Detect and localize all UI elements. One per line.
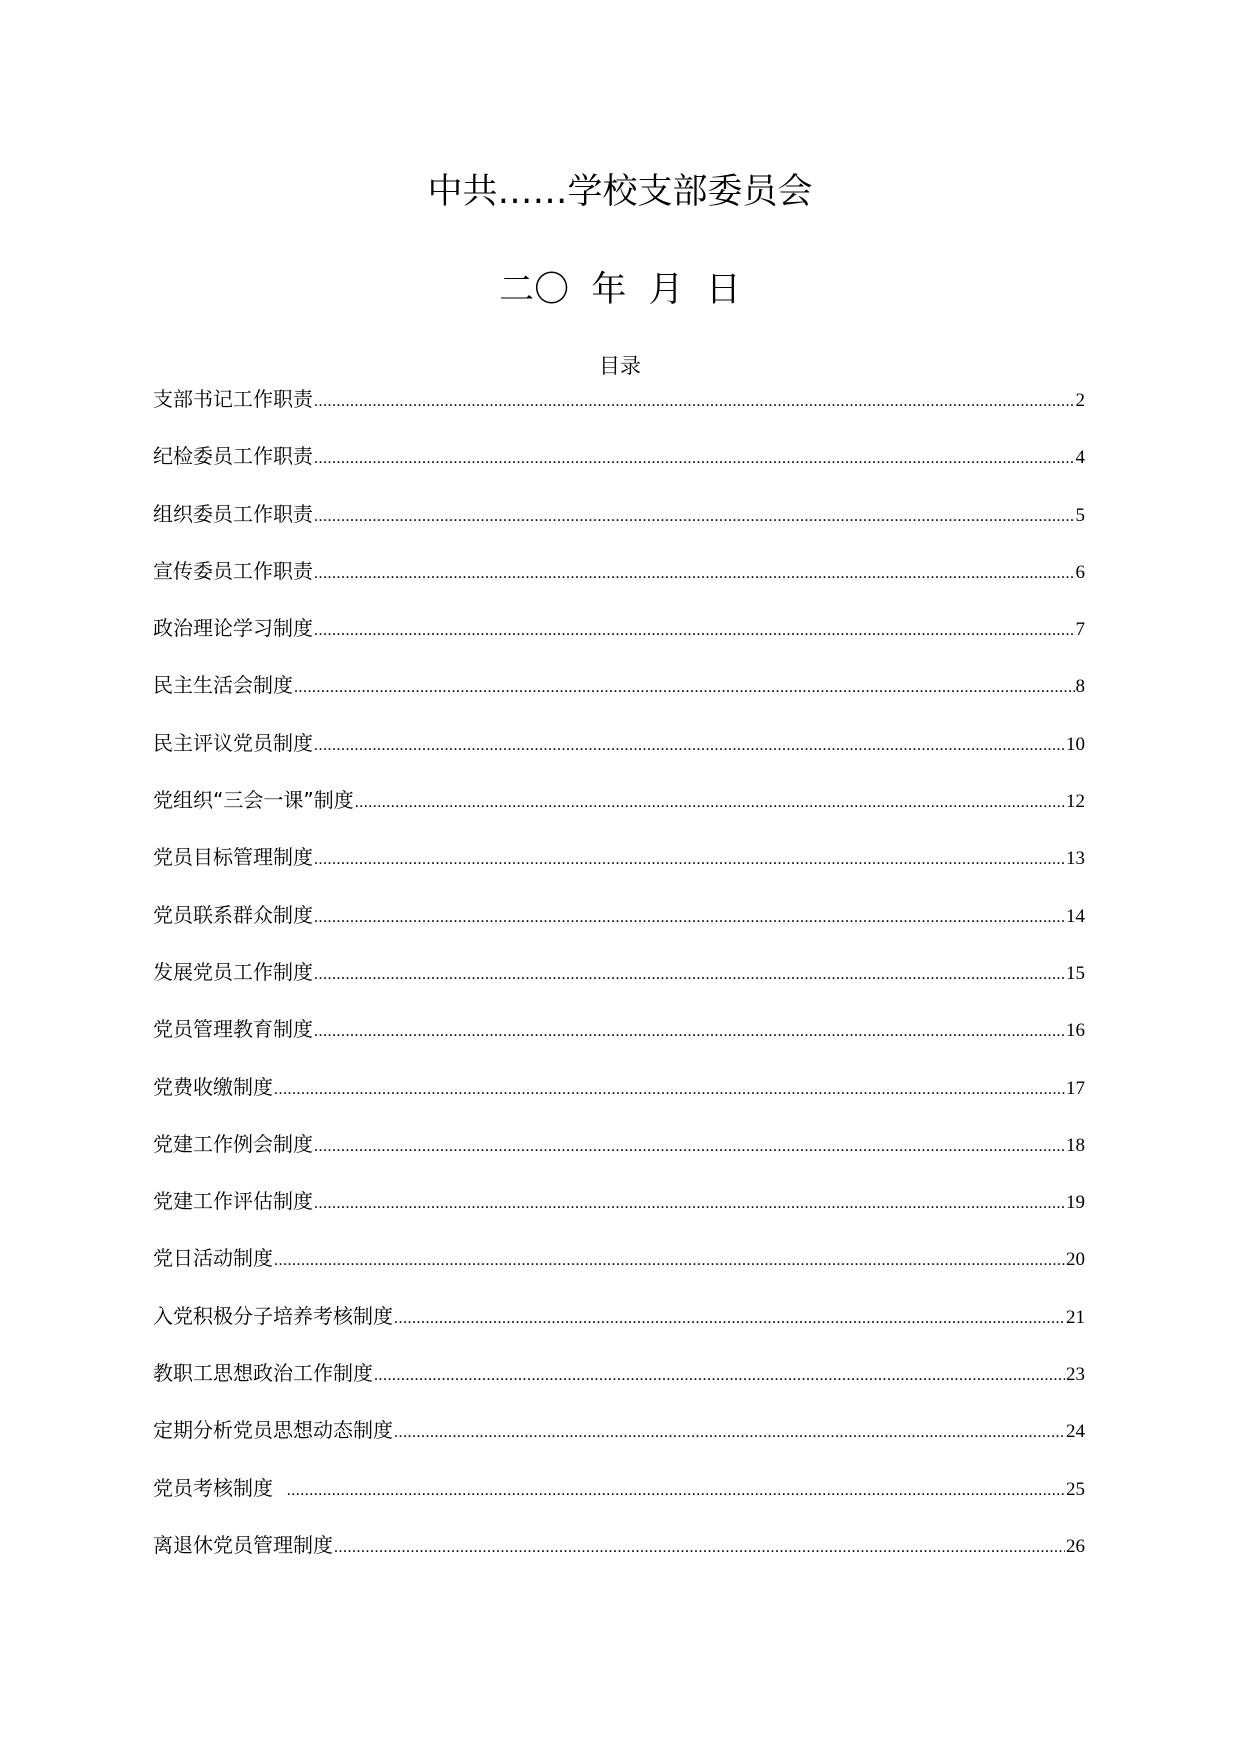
toc-entry-title: 党建工作例会制度 [153, 1131, 313, 1156]
toc-entry-page-number: 15 [1066, 962, 1085, 984]
toc-entry[interactable] [153, 383, 1085, 440]
toc-dot-leader [394, 1303, 1065, 1335]
toc-entry-title: 民主评议党员制度 [153, 730, 313, 755]
toc-entry-page-number: 25 [1066, 1478, 1085, 1500]
toc-entry-title: 组织委员工作职责 [153, 501, 313, 526]
toc-entry-title: 发展党员工作制度 [153, 959, 313, 984]
toc-dot-leader [274, 1074, 1065, 1106]
toc-entry-page-number: 6 [1075, 561, 1085, 583]
toc-entry-page-number: 8 [1075, 676, 1085, 698]
toc-entry[interactable] [153, 555, 1085, 612]
toc-entry-page-number: 17 [1066, 1077, 1085, 1099]
toc-entry[interactable] [153, 899, 1085, 956]
toc-entry-page-number: 24 [1066, 1421, 1085, 1443]
toc-entry-page-number: 4 [1075, 447, 1085, 469]
toc-dot-leader [314, 730, 1065, 762]
date-line: 二〇 年 月 日 [499, 270, 741, 310]
toc-entry[interactable] [153, 784, 1085, 841]
toc-dot-leader [314, 1016, 1065, 1048]
toc-dot-leader [314, 443, 1075, 475]
toc-entry-page-number: 14 [1066, 905, 1085, 927]
toc-entry[interactable] [153, 1529, 1085, 1586]
toc-dot-leader [314, 615, 1075, 647]
toc-entry-title: 党日活动制度 [153, 1246, 273, 1271]
toc-dot-leader [374, 1360, 1065, 1392]
toc-entry-page-number: 18 [1066, 1134, 1085, 1156]
toc-entry-title: 定期分析党员思想动态制度 [153, 1418, 393, 1443]
toc-entry-page-number: 13 [1066, 848, 1085, 870]
table-of-contents [153, 383, 1085, 1586]
toc-dot-leader [287, 1475, 1065, 1507]
toc-entry[interactable] [153, 1071, 1085, 1128]
toc-dot-leader [314, 386, 1075, 418]
toc-entry-page-number: 16 [1066, 1020, 1085, 1042]
toc-entry-page-number: 21 [1066, 1306, 1085, 1328]
toc-dot-leader [334, 1532, 1065, 1564]
toc-entry-title: 党费收缴制度 [153, 1074, 273, 1099]
toc-entry-page-number: 10 [1066, 733, 1085, 755]
toc-entry-page-number: 7 [1075, 619, 1085, 641]
toc-dot-leader [274, 1245, 1065, 1277]
toc-entry-title: 党员联系群众制度 [153, 902, 313, 927]
toc-entry-page-number: 20 [1066, 1249, 1085, 1271]
toc-dot-leader [294, 672, 1075, 704]
toc-entry-page-number: 26 [1066, 1535, 1085, 1557]
toc-entry-title: 党员管理教育制度 [153, 1017, 313, 1042]
toc-entry[interactable] [153, 1414, 1085, 1471]
toc-dot-leader [355, 787, 1065, 819]
toc-entry[interactable] [153, 1185, 1085, 1242]
toc-entry-title: 党建工作评估制度 [153, 1189, 313, 1214]
toc-entry[interactable] [153, 841, 1085, 898]
toc-entry[interactable] [153, 727, 1085, 784]
toc-entry[interactable] [153, 669, 1085, 726]
toc-entry[interactable] [153, 440, 1085, 497]
toc-entry-title: 纪检委员工作职责 [153, 444, 313, 469]
toc-dot-leader [394, 1417, 1065, 1449]
toc-entry-title: 入党积极分子培养考核制度 [153, 1303, 393, 1328]
toc-entry[interactable] [153, 1013, 1085, 1070]
toc-entry-title: 党员考核制度 [153, 1475, 286, 1500]
toc-entry-title: 民主生活会制度 [153, 673, 293, 698]
toc-entry-page-number: 2 [1075, 390, 1085, 411]
toc-dot-leader [314, 501, 1075, 533]
toc-entry-page-number: 23 [1066, 1364, 1085, 1386]
toc-entry-page-number: 5 [1075, 504, 1085, 526]
toc-entry[interactable] [153, 1357, 1085, 1414]
toc-entry[interactable] [153, 612, 1085, 669]
toc-entry[interactable] [153, 956, 1085, 1013]
toc-dot-leader [314, 902, 1065, 934]
toc-entry-page-number: 12 [1066, 791, 1085, 813]
toc-entry-title: 政治理论学习制度 [153, 616, 313, 641]
toc-entry-title: 党组织“三会一课”制度 [153, 788, 354, 813]
toc-entry[interactable] [153, 1242, 1085, 1299]
toc-entry[interactable] [153, 498, 1085, 555]
toc-entry-title: 宣传委员工作职责 [153, 558, 313, 583]
toc-entry-title: 支部书记工作职责 [153, 387, 313, 411]
toc-heading: 目录 [599, 354, 641, 378]
toc-entry-title: 离退休党员管理制度 [153, 1532, 333, 1557]
toc-dot-leader [314, 844, 1065, 876]
toc-entry-page-number: 19 [1066, 1192, 1085, 1214]
organization-title: 中共……学校支部委员会 [427, 172, 813, 212]
toc-dot-leader [314, 558, 1075, 590]
toc-entry[interactable] [153, 1128, 1085, 1185]
toc-entry[interactable] [153, 1300, 1085, 1357]
toc-dot-leader [314, 1131, 1065, 1163]
toc-dot-leader [314, 959, 1065, 991]
toc-entry-title: 党员目标管理制度 [153, 845, 313, 870]
toc-entry[interactable] [153, 1472, 1085, 1529]
toc-dot-leader [314, 1188, 1065, 1220]
toc-entry-title: 教职工思想政治工作制度 [153, 1361, 373, 1386]
